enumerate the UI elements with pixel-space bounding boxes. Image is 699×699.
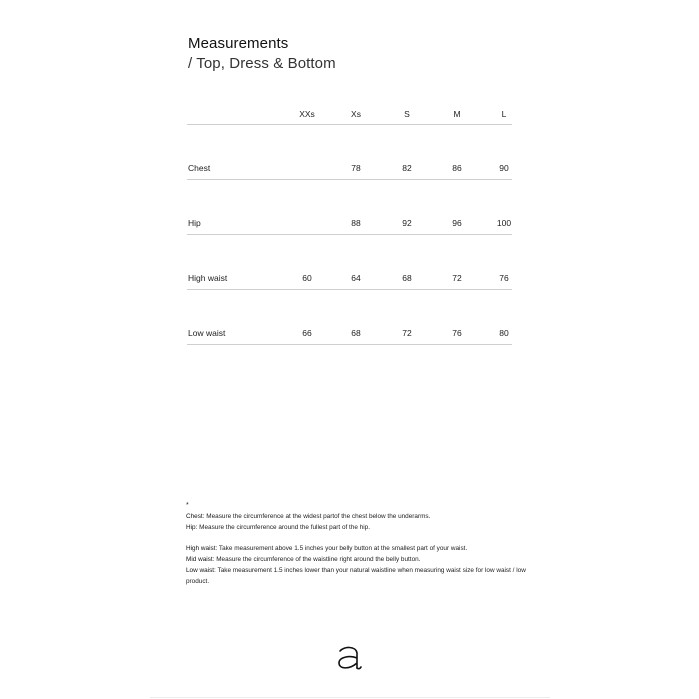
table-cell: 72 [452,273,462,283]
table-row-low-waist [187,290,512,345]
column-header-xs: Xs [351,109,361,119]
note-text: Measure the circumference at the widest partof the chest below the underarms. [204,513,431,520]
column-header-m: M [453,109,461,119]
note-term: Hip: [186,524,198,531]
note-mid-waist [186,554,526,565]
row-label: Chest [188,163,211,173]
size-table [187,100,512,345]
note-chest [186,511,526,522]
note-text: Measure the circumference around the fullest part of the hip. [197,524,371,531]
table-row-chest [187,125,512,180]
table-cell: 68 [351,328,361,338]
table-cell: 82 [402,163,412,173]
row-label: Hip [188,218,201,228]
row-label: High waist [188,273,228,283]
note-term: Low waist: [186,567,216,574]
table-cell: 100 [496,218,512,228]
notes-marker: * [186,502,189,509]
table-header-row [187,100,512,125]
table-cell: 86 [452,163,462,173]
table-cell: 66 [302,328,312,338]
brand-a-logo-icon [334,645,364,671]
note-text: Measure the circumference of the waistline right around the belly button. [214,556,421,563]
note-high-waist [186,543,526,554]
table-cell: 72 [402,328,412,338]
table-cell: 64 [351,273,361,283]
table-cell: 88 [351,218,361,228]
row-label: Low waist [188,328,226,338]
note-term: Chest: [186,513,205,520]
table-cell: 60 [302,273,312,283]
table-cell: 76 [499,273,509,283]
table-cell: 90 [499,163,509,173]
note-text: Take measurement above 1.5 inches your belly button at the smallest part of your waist. [217,545,468,552]
page-subtitle: / Top, Dress & Bottom [188,55,336,72]
column-header-l: L [501,109,507,119]
table-cell: 92 [402,218,412,228]
note-term: High waist: [186,545,218,552]
note-term: Mid waist: [186,556,215,563]
note-text: Take measurement 1.5 inches lower than your natural waistline when measuring waist size for low waist / low product. [186,567,526,585]
table-row-hip [187,180,512,235]
measurement-notes [186,502,526,587]
note-hip [186,522,526,533]
table-cell: 78 [351,163,361,173]
table-cell: 80 [499,328,509,338]
note-low-waist [186,565,526,587]
table-row-high-waist [187,235,512,290]
footer-divider [150,697,550,698]
table-cell: 76 [452,328,462,338]
column-header-xxs: XXs [299,109,315,119]
page-title: Measurements [188,35,289,52]
table-cell: 96 [452,218,462,228]
table-cell: 68 [402,273,412,283]
notes-spacer [186,533,526,543]
column-header-s: S [404,109,410,119]
